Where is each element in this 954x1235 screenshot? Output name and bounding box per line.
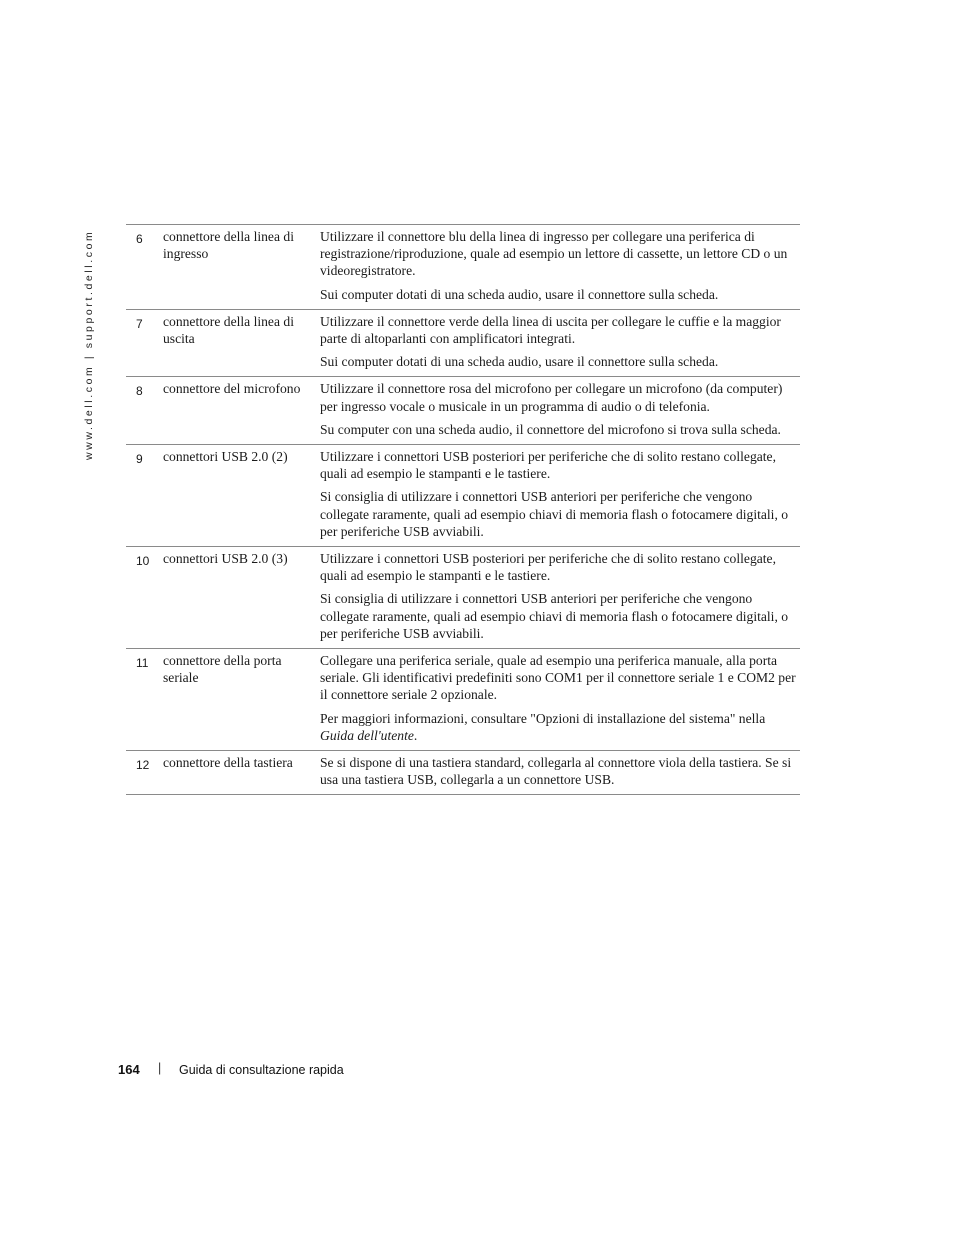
connector-name: connettore della linea di uscita — [163, 313, 294, 347]
connector-table — [126, 224, 800, 795]
row-number: 6 — [136, 232, 143, 246]
row-number: 10 — [136, 554, 150, 569]
connector-name: connettore della tastiera — [163, 755, 293, 771]
description-paragraph: Si consiglia di utilizzare i connettori USB anteriori per periferiche che vengono collegate raramente, quali ad esempio chiavi di memoria flash o fotocamere digitali, o per periferiche USB avviabili. — [320, 489, 789, 539]
description-paragraph: Se si dispone di una tastiera standard, collegarla al connettore viola della tastiera. Se si usa una tastiera USB, collegarla a un connettore USB. — [320, 755, 792, 788]
row-number: 11 — [136, 656, 149, 671]
table-row — [126, 751, 800, 795]
footer-separator: | — [158, 1061, 162, 1075]
row-number: 12 — [136, 758, 150, 773]
page-number: 164 — [118, 1062, 140, 1077]
table-row — [126, 309, 800, 377]
table-row — [126, 225, 800, 310]
connector-name: connettore della porta seriale — [163, 653, 282, 686]
description-paragraph: Sui computer dotati di una scheda audio, usare il connettore sulla scheda. — [320, 354, 719, 370]
connector-description — [320, 377, 800, 445]
connector-name: connettore del microfono — [163, 381, 301, 397]
connector-name: connettori USB 2.0 (2) — [163, 449, 288, 465]
row-number: 7 — [136, 316, 143, 331]
connector-description — [320, 445, 800, 547]
connector-name: connettori USB 2.0 (3) — [163, 551, 288, 567]
connector-name: connettore della linea di ingresso — [163, 229, 294, 262]
document-title: Guida di consultazione rapida — [179, 1063, 344, 1077]
table-row — [126, 445, 800, 547]
description-paragraph: Utilizzare il connettore blu della linea di ingresso per collegare una periferica di registrazione/riproduzione, quale ad esempio un lettore di cassette, un lettore CD o un videoregistratore. — [320, 229, 788, 279]
connector-description — [320, 547, 800, 649]
description-paragraph: Utilizzare i connettori USB posteriori per periferiche che di solito restano collegate, quali ad esempio le stampanti e le tastiere. — [320, 551, 776, 584]
table-row — [126, 649, 800, 751]
connector-description — [320, 649, 800, 751]
description-paragraph: Utilizzare il connettore verde della linea di uscita per collegare le cuffie e la maggior parte di altoparlanti con amplificatori integrati. — [320, 313, 781, 347]
description-paragraph: Sui computer dotati di una scheda audio, usare il connettore sulla scheda. — [320, 286, 719, 302]
side-url-text: www.dell.com | support.dell.com — [83, 229, 95, 460]
connector-description — [320, 309, 800, 377]
table-row — [126, 547, 800, 649]
row-number: 8 — [136, 384, 143, 399]
description-paragraph: Si consiglia di utilizzare i connettori USB anteriori per periferiche che vengono collegate raramente, quali ad esempio chiavi di memoria flash o fotocamere digitali, o per periferiche USB avviabili. — [320, 591, 789, 641]
connector-description — [320, 225, 800, 310]
description-paragraph: Su computer con una scheda audio, il connettore del microfono si trova sulla scheda. — [320, 421, 781, 437]
table-row — [126, 377, 800, 445]
reference-suffix: . — [413, 727, 418, 743]
row-number: 9 — [136, 452, 143, 467]
description-paragraph — [320, 710, 796, 744]
description-paragraph: Utilizzare il connettore rosa del microfono per collegare un microfono (da computer) per ingresso vocale o musicale in un programma di audio o di telefonia. — [320, 381, 783, 414]
connector-description — [320, 751, 800, 795]
description-paragraph: Utilizzare i connettori USB posteriori per periferiche che di solito restano collegate, quali ad esempio le stampanti e le tastiere. — [320, 449, 776, 482]
reference-prefix: Per maggiori informazioni, consultare "Opzioni di installazione del sistema" nella — [320, 710, 766, 726]
user-guide-reference: Guida dell'utente — [320, 727, 414, 743]
description-paragraph: Collegare una periferica seriale, quale ad esempio una periferica manuale, alla porta seriale. Gli identificativi predefiniti sono COM1 per il connettore seriale 1 e COM2 per il connettore seriale 2 opzionale. — [320, 653, 796, 703]
